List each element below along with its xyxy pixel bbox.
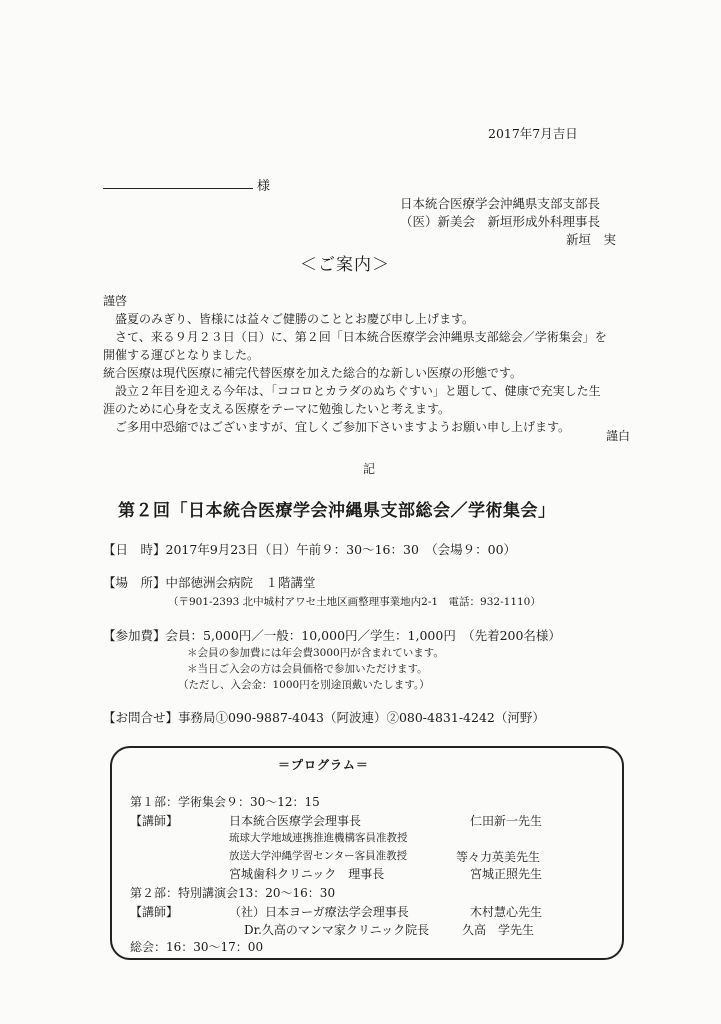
bleed-through xyxy=(140,126,146,141)
date-label: 【日 時】 xyxy=(103,542,166,557)
letter-line: さて、来る９月２３日（日）に、第２回「日本統合医療学会沖縄県支部総会／学術集会」を xyxy=(103,330,607,344)
letter-closing: 謹白 xyxy=(606,429,631,443)
sender-title-2: （医）新美会 新垣形成外科理事長 xyxy=(400,214,601,229)
program-general-meeting: 総会：16：30〜17：00 xyxy=(130,940,264,954)
fee-label: 【参加費】 xyxy=(103,628,166,643)
event-title: 第２回「日本統合医療学会沖縄県支部総会／学術集会」 xyxy=(118,501,556,521)
speaker-name: 久高 学先生 xyxy=(462,923,535,937)
page-title: ＜ご案内＞ xyxy=(300,255,390,275)
venue-value: 中部徳洲会病院 １階講堂 xyxy=(165,575,316,590)
recipient-name-line xyxy=(103,188,253,189)
speaker-title: 日本統合医療学会理事長 xyxy=(229,814,362,828)
recipient-suffix: 様 xyxy=(257,179,271,194)
letter-line: 涯のために心身を支える医療をテーマに勉強したいと考えます。 xyxy=(103,402,451,416)
speaker-name: 宮城正照先生 xyxy=(470,867,543,881)
sender-name: 新垣 実 xyxy=(566,232,617,247)
speaker-name: 仁田新一先生 xyxy=(470,814,543,828)
contact-label: 【お問合せ】 xyxy=(103,710,179,725)
speaker-title: （社）日本ヨーガ療法学会理事長 xyxy=(229,905,409,919)
fee-value: 会員：5,000円／一般：10,000円／学生：1,000円 （先着200名様） xyxy=(165,628,561,643)
letter-opening: 謹啓 xyxy=(103,294,128,308)
letter-line: 開催する運びとなりました。 xyxy=(103,348,260,362)
letter-line: 盛夏のみぎり、皆様には益々ご健勝のこととお慶び申し上げます。 xyxy=(103,312,475,326)
sender-title-1: 日本統合医療学会沖縄県支部支部長 xyxy=(400,196,601,211)
speaker-title: 琉球大学地域連携推進機構客員准教授 xyxy=(229,832,408,844)
letter-line: ご多用中恐縮ではございますが、宜しくご参加下さいますようお願い申し上げます。 xyxy=(103,420,571,434)
fee-row xyxy=(103,626,561,644)
speaker-title: 放送大学沖縄学習センター客員准教授 xyxy=(229,850,408,862)
letter-line: 統合医療は現代医療に補完代替医療を加えた総合的な新しい医療の形態です。 xyxy=(103,366,523,380)
venue-address: （〒901-2393 北中城村アワセ土地区画整理事業地内2-1 電話：932-1110） xyxy=(168,596,541,608)
part2-speaker-label: 【講師】 xyxy=(130,905,179,919)
contact-row xyxy=(103,708,545,726)
letter-line: 設立２年目を迎える今年は、「ココロとカラダのぬちぐすい」と題して、健康で充実した生 xyxy=(103,384,601,398)
fee-note: （ただし、入会金：1000円を別途頂戴いたします。） xyxy=(178,679,430,691)
date-row xyxy=(103,540,516,558)
date-value: 2017年9月23日（日）午前９：30〜16：30 （会場９：00） xyxy=(165,542,517,557)
part1-speaker-label: 【講師】 xyxy=(130,814,179,828)
program-part2: 第２部：特別講演会13：20〜16：30 xyxy=(130,886,336,900)
speaker-name: 等々力英美先生 xyxy=(456,850,541,864)
contact-value: 事務局①090-9887-4043（阿波連）②080-4831-4242（河野） xyxy=(178,710,545,725)
fee-note: ＊当日ご入会の方は会員価格で参加いただけます。 xyxy=(187,663,428,675)
program-heading: ＝プログラム＝ xyxy=(278,758,369,772)
program-part1: 第１部：学術集会９：30〜12：15 xyxy=(130,795,320,809)
speaker-name: 木村慧心先生 xyxy=(470,905,543,919)
speaker-title: Dr.久高のマンマ家クリニック院長 xyxy=(244,923,430,937)
ki-marker: 記 xyxy=(363,462,376,476)
venue-label: 【場 所】 xyxy=(103,575,166,590)
speaker-title: 宮城歯科クリニック 理事長 xyxy=(229,867,385,881)
issue-date: 2017年7月吉日 xyxy=(488,126,578,141)
venue-row xyxy=(103,573,316,591)
fee-note: ＊会員の参加費には年会費3000円が含まれています。 xyxy=(187,647,444,659)
